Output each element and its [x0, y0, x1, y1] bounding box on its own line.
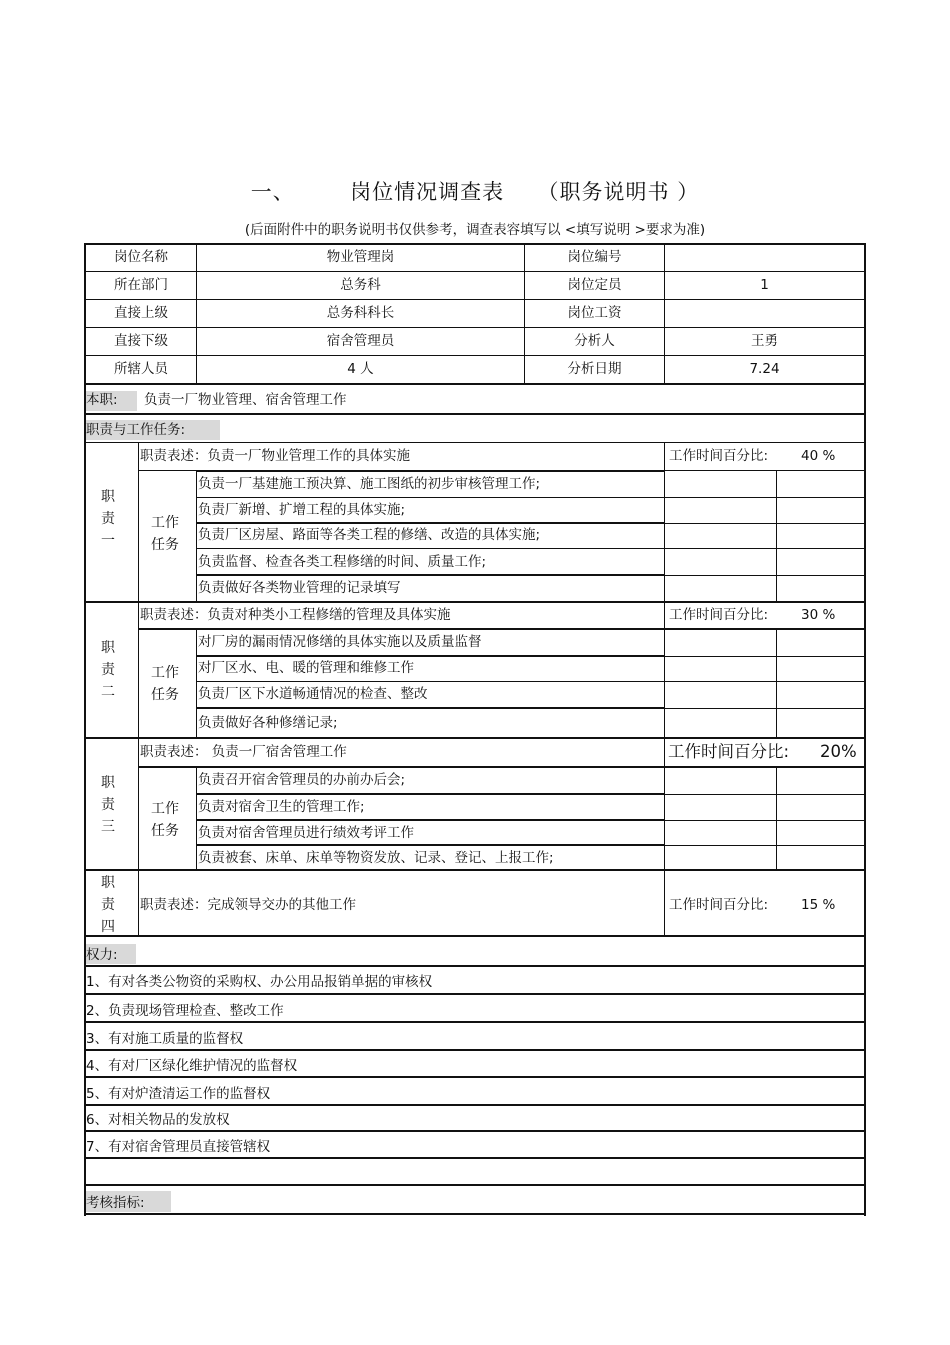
info-value-subordinate: 宿舍管理员 [326, 333, 395, 349]
duty-2-desc: 职责表述：负责对种类小工程修缮的管理及具体实施 [140, 607, 451, 623]
duty-1-pct: 40 % [801, 448, 836, 464]
info-value-headcount: 1 [760, 277, 769, 293]
duty-1-task-3: 负责厂区房屋、路面等各类工程的修缮、改造的具体实施; [198, 527, 541, 543]
info-label-superior: 直接上级 [114, 305, 168, 321]
info-label-post-name: 岗位名称 [114, 249, 168, 265]
info-label-department: 所在部门 [114, 277, 168, 293]
duty-2-task-1: 对厂房的漏雨情况修缮的具体实施以及质量监督 [198, 634, 482, 650]
duty-1-task-2: 负责厂新增、扩增工程的具体实施; [198, 502, 406, 518]
power-label: 权力: [86, 947, 118, 963]
info-label-analyst: 分析人 [574, 333, 615, 349]
power-item-5: 5、有对炉渣清运工作的监督权 [86, 1086, 271, 1102]
duty-1-name: 职责一 [101, 489, 115, 549]
power-item-3: 3、有对施工质量的监督权 [86, 1031, 244, 1047]
duty-3-task-4: 负责被套、床单、床单等物资发放、记录、登记、上报工作; [198, 850, 554, 866]
duty-2-task-label: 工作任务 [151, 665, 179, 703]
power-item-4: 4、有对厂区绿化维护情况的监督权 [86, 1058, 298, 1074]
duty-3-task-2: 负责对宿舍卫生的管理工作; [198, 799, 365, 815]
power-item-6: 6、对相关物品的发放权 [86, 1112, 230, 1128]
duty-2-task-2: 对厂区水、电、暖的管理和维修工作 [198, 660, 414, 676]
duties-label: 职责与工作任务: [86, 422, 186, 438]
power-item-1: 1、有对各类公物资的采购权、办公用品报销单据的审核权 [86, 974, 433, 990]
title-main: 岗位情况调查表 [350, 180, 505, 204]
duty-3-task-1: 负责召开宿舍管理员的办前办后会; [198, 772, 406, 788]
info-value-post-name: 物业管理岗 [326, 249, 395, 265]
title-index: 一、 [250, 180, 295, 204]
page-title [0, 176, 950, 206]
benzhi-label: 本职: [86, 392, 118, 408]
info-value-analyst: 王勇 [751, 333, 778, 349]
info-label-headcount: 岗位定员 [567, 277, 622, 293]
duty-3-pct-label: 工作时间百分比: [668, 742, 790, 761]
duty-3-pct: 20% [820, 742, 857, 761]
duty-4-pct: 15 % [801, 897, 836, 913]
duty-3-task-3: 负责对宿舍管理员进行绩效考评工作 [198, 825, 414, 841]
info-label-post-code: 岗位编号 [567, 249, 622, 265]
info-value-superior: 总务科科长 [326, 305, 395, 321]
info-value-analysis-date: 7.24 [749, 361, 780, 377]
info-label-subordinate: 直接下级 [114, 333, 168, 349]
info-label-analysis-date: 分析日期 [567, 361, 622, 377]
duty-2-name: 职责二 [101, 640, 115, 700]
duty-2-pct: 30 % [801, 607, 836, 623]
duty-2-pct-label: 工作时间百分比: [669, 607, 769, 623]
duty-2-task-4: 负责做好各种修缮记录; [198, 715, 338, 731]
duty-3-desc: 职责表述： 负责一厂宿舍管理工作 [140, 744, 347, 760]
duty-1-task-label: 工作任务 [151, 515, 179, 553]
duty-1-pct-label: 工作时间百分比: [669, 448, 769, 464]
duty-4-desc: 职责表述：完成领导交办的其他工作 [140, 897, 356, 913]
duty-1-desc: 职责表述：负责一厂物业管理工作的具体实施 [140, 448, 410, 464]
info-value-staff: 4 人 [347, 361, 374, 377]
duty-2-task-3: 负责厂区下水道畅通情况的检查、整改 [198, 686, 428, 702]
duty-4-pct-label: 工作时间百分比: [669, 897, 769, 913]
duty-1-task-4: 负责监督、检查各类工程修缮的时间、质量工作; [198, 554, 487, 570]
duty-3-task-label: 工作任务 [151, 801, 179, 839]
page-subtitle: (后面附件中的职务说明书仅供参考，调查表容填写以 <填写说明 >要求为准) [244, 222, 706, 238]
info-value-department: 总务科 [340, 277, 381, 293]
duty-4-name: 职责四 [101, 875, 115, 935]
duty-1-task-5: 负责做好各类物业管理的记录填写 [198, 580, 401, 596]
kpi-label: 考核指标: [86, 1195, 145, 1211]
title-paren: （职务说明书 ） [537, 180, 700, 204]
benzhi-text: 负责一厂物业管理、宿舍管理工作 [144, 392, 347, 408]
duty-1-task-1: 负责一厂基建施工预决算、施工图纸的初步审核管理工作; [198, 476, 541, 492]
power-item-7: 7、有对宿舍管理员直接管辖权 [86, 1139, 271, 1155]
duty-3-name: 职责三 [101, 775, 115, 835]
info-label-salary: 岗位工资 [567, 305, 622, 321]
power-item-2: 2、负责现场管理检查、整改工作 [86, 1003, 284, 1019]
info-label-staff: 所辖人员 [114, 361, 168, 377]
